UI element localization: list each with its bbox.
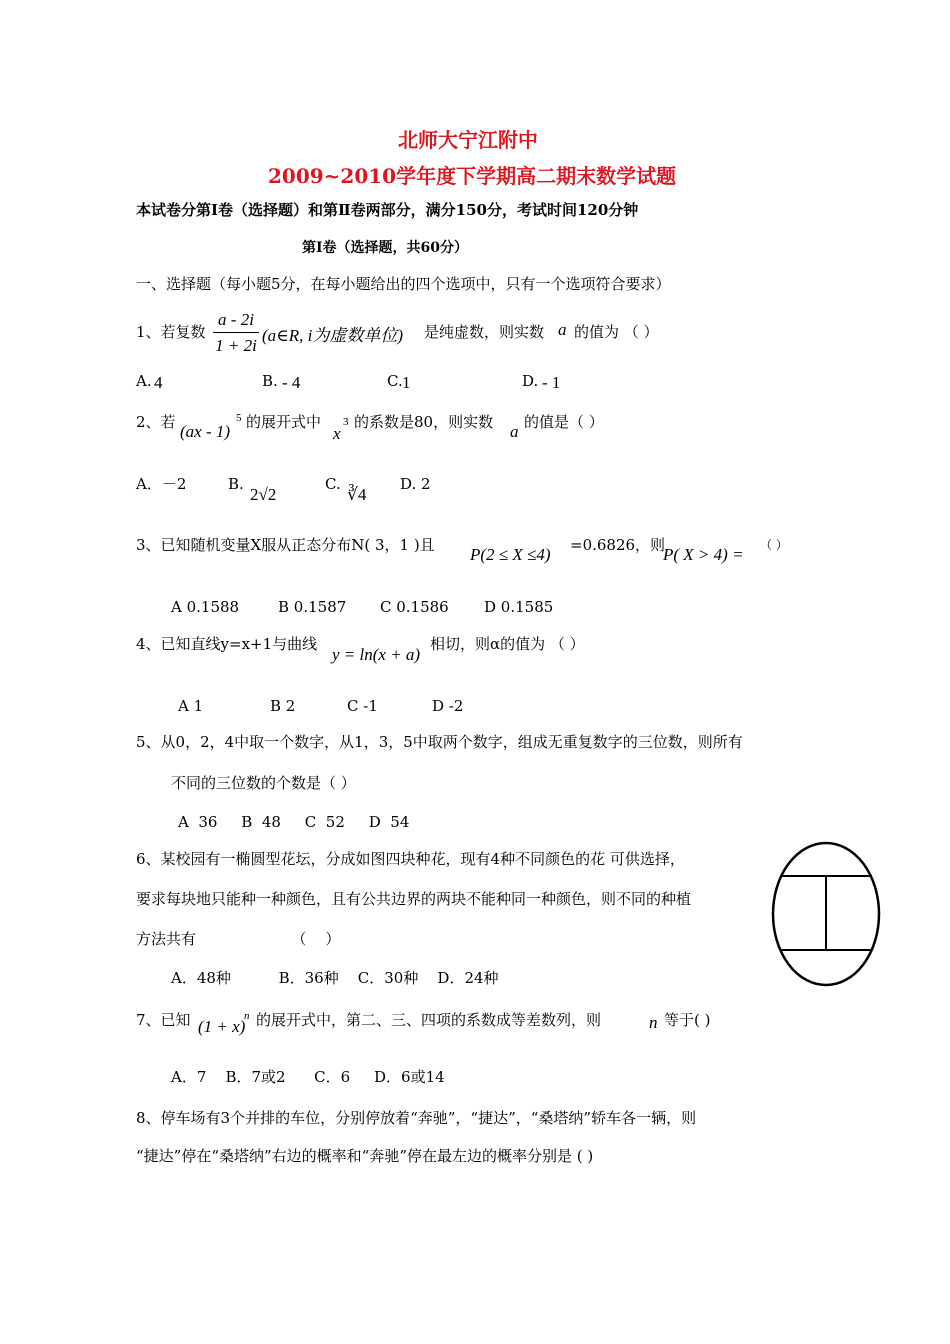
q1-numerator: a - 2i xyxy=(218,310,254,329)
q1-condition: (a∈R, i为虚数单位) xyxy=(262,326,404,345)
q3-opt-c: C 0.1586 xyxy=(380,598,449,616)
q7-options: A．7 B．7或2 C．6 D．6或14 xyxy=(171,1068,445,1086)
q1-denominator: 1 + 2i xyxy=(215,336,257,355)
q6-line3: 方法共有 （ ） xyxy=(136,930,341,948)
q1-fraction-bar xyxy=(213,332,259,333)
q6-options: A．48种 B．36种 C．30种 D．24种 xyxy=(171,969,499,987)
q2-x-exp: 3 xyxy=(343,416,349,428)
q6-line2: 要求每块地只能种一种颜色，且有公共边界的两块不能种同一种颜色，则不同的种植 xyxy=(136,890,692,908)
q2-tail: 的值是（ ） xyxy=(524,413,604,431)
q4-tail: 相切，则α的值为 （ ） xyxy=(430,635,585,653)
q4-opt-c: C -1 xyxy=(347,697,378,715)
q1-opt-d-value: - 1 xyxy=(542,373,561,392)
q1-opt-b-label: B. xyxy=(262,372,278,390)
section1-heading: 一、选择题（每小题5分，在每小题给出的四个选项中，只有一个选项符合要求） xyxy=(136,275,671,293)
q2-opt-c-value: ∛4 xyxy=(347,485,367,504)
q5-line1: 5、从0，2，4中取一个数字，从1，3，5中取两个数字，组成无重复数字的三位数，则所有 xyxy=(136,733,743,751)
q3-tail: （ ） xyxy=(760,538,788,552)
q7-expr: (1 + x) xyxy=(198,1017,246,1036)
q2-opt-c-label: C. xyxy=(325,475,341,493)
flower-bed-diagram xyxy=(770,840,882,988)
q1-post: 是纯虚数，则实数 xyxy=(424,323,545,341)
exam-intro: 本试卷分第Ⅰ卷（选择题）和第Ⅱ卷两部分，满分150分，考试时间120分钟 xyxy=(136,201,639,219)
q7-tail: 等于( ) xyxy=(664,1011,711,1029)
q4-curve: y = ln(x + a) xyxy=(332,645,421,664)
q5-options: A 36 B 48 C 52 D 54 xyxy=(178,813,410,831)
q3-prob1: P(2 ≤ X ≤4) xyxy=(470,545,551,564)
exam-title: 2009~2010学年度下学期高二期末数学试题 xyxy=(268,164,677,188)
q3-opt-a: A 0.1588 xyxy=(171,598,240,616)
q6-line1: 6、某校园有一椭圆型花坛，分成如图四块种花，现有4种不同颜色的花 可供选择， xyxy=(136,850,685,868)
q3-opt-d: D 0.1585 xyxy=(484,598,554,616)
q7-exp: n xyxy=(244,1010,250,1022)
school-title: 北师大宁江附中 xyxy=(398,128,538,152)
q1-opt-a-value: 4 xyxy=(154,373,163,392)
q2-mid: 的展开式中 xyxy=(246,413,322,431)
q7-post: 的展开式中，第二、三、四项的系数成等差数列，则 xyxy=(256,1011,602,1029)
q1-prefix: 1、若复数 xyxy=(136,323,206,341)
q4-text: 4、已知直线y=x+1与曲线 xyxy=(136,635,318,653)
q2-var: a xyxy=(510,422,519,441)
q2-opt-d: D. 2 xyxy=(400,475,431,493)
q4-opt-a: A 1 xyxy=(178,697,204,715)
q2-x: x xyxy=(333,424,341,443)
q2-prefix: 2、若 xyxy=(136,413,176,431)
q1-opt-c-label: C. xyxy=(387,372,403,390)
q4-opt-b: B 2 xyxy=(270,697,296,715)
q2-opt-b-label: B. xyxy=(228,475,244,493)
q2-expr: (ax - 1) xyxy=(180,422,231,441)
part1-title: 第Ⅰ卷（选择题，共60分） xyxy=(302,240,469,256)
q3-text: 3、已知随机变量X服从正态分布N( 3，1 )且 xyxy=(136,536,435,554)
q4-opt-d: D -2 xyxy=(432,697,464,715)
q2-opt-b-value: 2√2 xyxy=(250,485,277,504)
q1-opt-a-label: A. xyxy=(136,372,152,390)
q1-fraction xyxy=(213,310,259,356)
q1-var: a xyxy=(558,320,567,339)
q1-opt-d-label: D. xyxy=(522,372,539,390)
q8-line2: “捷达”停在“桑塔纳”右边的概率和“奔驰”停在最左边的概率分别是 ( ) xyxy=(136,1147,594,1165)
q1-opt-b-value: - 4 xyxy=(282,373,301,392)
q7-var: n xyxy=(649,1013,658,1032)
q8-line1: 8、停车场有3个并排的车位，分别停放着“奔驰”，“捷达”，“桑塔纳”轿车各一辆，则 xyxy=(136,1109,697,1127)
q1-opt-c-value: 1 xyxy=(402,373,411,392)
q2-post: 的系数是80，则实数 xyxy=(354,413,494,431)
q2-exp: 5 xyxy=(236,412,242,424)
q3-opt-b: B 0.1587 xyxy=(278,598,347,616)
q3-value: =0.6826，则 xyxy=(570,536,666,554)
q7-prefix: 7、已知 xyxy=(136,1011,191,1029)
q5-line2: 不同的三位数的个数是（ ） xyxy=(171,774,356,792)
q3-prob2: P( X > 4) = xyxy=(663,545,744,564)
q2-opt-a: A．－2 xyxy=(136,475,187,493)
q1-tail: 的值为 （ ） xyxy=(574,323,659,341)
